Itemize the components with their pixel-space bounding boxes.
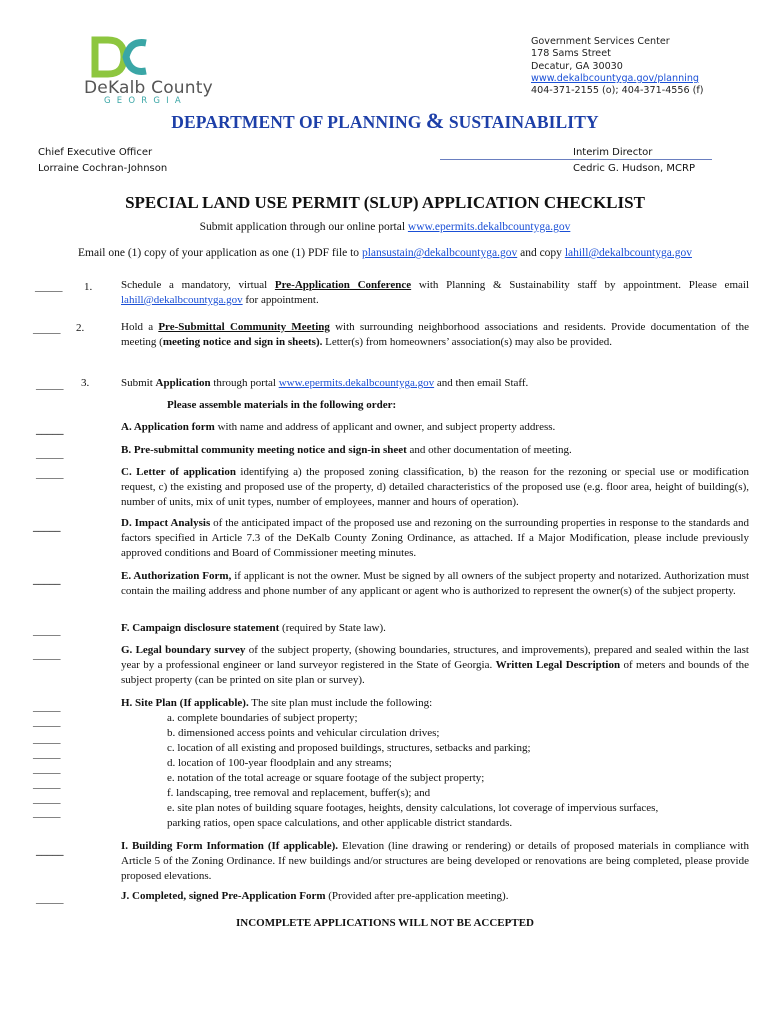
- site-plan-subitem: b. dimensioned access points and vehicular circulation drives;: [167, 727, 440, 739]
- checkbox-blank[interactable]: _____: [33, 763, 61, 775]
- checkbox-blank[interactable]: _____: [33, 323, 61, 335]
- checkbox-blank[interactable]: _____: [33, 748, 61, 760]
- checkbox-blank[interactable]: _____: [33, 793, 61, 805]
- assemble-heading: Please assemble materials in the following order:: [167, 399, 397, 411]
- site-plan-subitem: c. location of all existing and proposed buildings, structures, setbacks and parking;: [167, 742, 531, 754]
- step-2-text: Hold a Pre-Submittal Community Meeting with surrounding neighborhood associations and residents. Provide documentation of the meeting (meeting notice and sign in sheets). Letter(s) from homeowners’ association(s) may also be provided.: [121, 321, 749, 348]
- step-number: 1.: [84, 281, 93, 293]
- step-number: 2.: [76, 322, 85, 334]
- item-j-text: J. Completed, signed Pre-Application Form (Provided after pre-application meeting).: [121, 890, 509, 902]
- checkbox-blank[interactable]: _____: [36, 448, 64, 460]
- incomplete-warning: INCOMPLETE APPLICATIONS WILL NOT BE ACCEPTED: [236, 917, 534, 929]
- checkbox-blank[interactable]: _____: [33, 649, 61, 661]
- item-f-text: F. Campaign disclosure statement (required by State law).: [121, 622, 386, 634]
- item-d-text: D. Impact Analysis of the anticipated impact of the proposed use and rezoning on the surrounding properties in response to the standards and factors specified in Article 7.3 of the DeKalb County Zoning Ordinance, as attached. If a Major Modification, please include previously approved conditions and Board of Commissioner meeting minutes.: [121, 517, 749, 559]
- checkbox-blank[interactable]: _____: [36, 379, 64, 391]
- site-plan-subitem: e. site plan notes of building square footages, heights, density calculations, lot coverage of impervious surfaces,: [167, 802, 659, 814]
- checkbox-blank[interactable]: _____: [33, 701, 61, 713]
- document-title: SPECIAL LAND USE PERMIT (SLUP) APPLICATION CHECKLIST: [125, 193, 645, 212]
- item-i-text: I. Building Form Information (If applicable). Elevation (line drawing or rendering) or details of proposed materials in compliance with Article 5 of the Zoning Ordinance. If new buildings and/or structures are being developed or renovations are being completed, please provide proposed elevations.: [121, 840, 749, 882]
- lahill-email-link[interactable]: lahill@dekalbcountyga.gov: [564, 247, 692, 259]
- ceo-title: Chief Executive Officer: [38, 147, 153, 158]
- email-instruction: Email one (1) copy of your application as one (1) PDF file to plansustain@dekalbcountyga.gov and copy lahill@dekalbcountyga.gov: [78, 247, 692, 259]
- item-e-text: E. Authorization Form, if applicant is not the owner. Must be signed by all owners of the subject property and notarized. Authorization must contain the mailing address and phone number of any applicant or agent who is authorized to represent the owner(s) of the subject property.: [121, 570, 749, 597]
- item-a-text: A. Application form with name and address of applicant and owner, and subject property address.: [121, 421, 556, 433]
- plansustain-email-link[interactable]: plansustain@dekalbcountyga.gov: [361, 247, 518, 259]
- item-b-text: B. Pre-submittal community meeting notice and sign-in sheet and other documentation of meeting.: [121, 444, 572, 456]
- director-block: [573, 145, 695, 177]
- checkbox-blank[interactable]: _____: [36, 424, 64, 436]
- checkbox-blank[interactable]: _____: [36, 468, 64, 480]
- ceo-name: Lorraine Cochran-Johnson: [38, 163, 168, 174]
- address-line: Decatur, GA 30030: [531, 60, 623, 72]
- checkbox-blank[interactable]: _____: [33, 807, 61, 819]
- checkbox-blank[interactable]: _____: [33, 733, 61, 745]
- step-1-text: Schedule a mandatory, virtual Pre-Application Conference with Planning & Sustainability staff by appointment. Please email lahill@dekalbcountyga.gov for appointment.: [121, 279, 749, 306]
- item-g-text: G. Legal boundary survey of the subject property, (showing boundaries, structures, and improvements), prepared and sealed within the last year by a professional engineer or land surveyor registered in the State of Georgia. Written Legal Description of meters and bounds of the subject property (can be printed on site plan or survey).: [121, 644, 750, 686]
- checkbox-blank[interactable]: _____: [35, 281, 63, 293]
- director-name: Cedric G. Hudson, MCRP: [573, 163, 695, 174]
- phone-fax: 404-371-2155 (o); 404-371-4556 (f): [531, 85, 704, 97]
- step-3-text: Submit Application through portal www.epermits.dekalbcountyga.gov and then email Staff.: [121, 377, 529, 389]
- checkbox-blank[interactable]: _____: [33, 574, 61, 586]
- address-block: [531, 36, 704, 97]
- director-title: Interim Director: [573, 147, 653, 158]
- site-plan-subitem: f. landscaping, tree removal and replacement, buffer(s); and: [167, 787, 431, 799]
- portal-instruction: Submit application through our online portal www.epermits.dekalbcountyga.gov: [199, 221, 571, 233]
- department-title: DEPARTMENT OF PLANNING & SUSTAINABILITY: [171, 108, 599, 133]
- site-plan-subitem: e. notation of the total acreage or square footage of the subject property;: [167, 772, 485, 784]
- site-plan-subitem: a. complete boundaries of subject property;: [167, 712, 358, 724]
- checkbox-blank[interactable]: _____: [36, 845, 64, 857]
- step-number: 3.: [81, 377, 90, 389]
- checkbox-blank[interactable]: _____: [33, 716, 61, 728]
- checkbox-blank[interactable]: _____: [33, 521, 61, 533]
- checkbox-blank[interactable]: _____: [33, 625, 61, 637]
- state-name: GEORGIA: [104, 96, 187, 106]
- item-h-text: H. Site Plan (If applicable). The site plan must include the following:: [121, 697, 433, 709]
- epermits-link[interactable]: www.epermits.dekalbcountyga.gov: [278, 377, 435, 389]
- site-plan-subitem: parking ratios, open space calculations, and other applicable district standards.: [167, 817, 513, 829]
- lahill-email-link[interactable]: lahill@dekalbcountyga.gov: [121, 293, 243, 306]
- checkbox-blank[interactable]: _____: [36, 893, 64, 905]
- item-c-text: C. Letter of application identifying a) the proposed zoning classification, b) the reason for the rezoning or special use or modification request, c) the existing and proposed use of the property, d) detailed characteristics of the proposed use (e.g. floor area, height of building(s), number of units, mix of unit types, number of employees, manner and hours of operation).: [121, 466, 749, 508]
- website-link[interactable]: www.dekalbcountyga.gov/planning: [531, 72, 699, 84]
- epermits-link[interactable]: www.epermits.dekalbcountyga.gov: [407, 221, 571, 233]
- address-line: 178 Sams Street: [531, 48, 611, 60]
- checkbox-blank[interactable]: _____: [33, 778, 61, 790]
- address-line: Government Services Center: [531, 36, 670, 47]
- county-name: DeKalb County: [84, 78, 213, 98]
- site-plan-subitem: d. location of 100-year floodplain and any streams;: [167, 757, 392, 769]
- ceo-block: [38, 145, 167, 177]
